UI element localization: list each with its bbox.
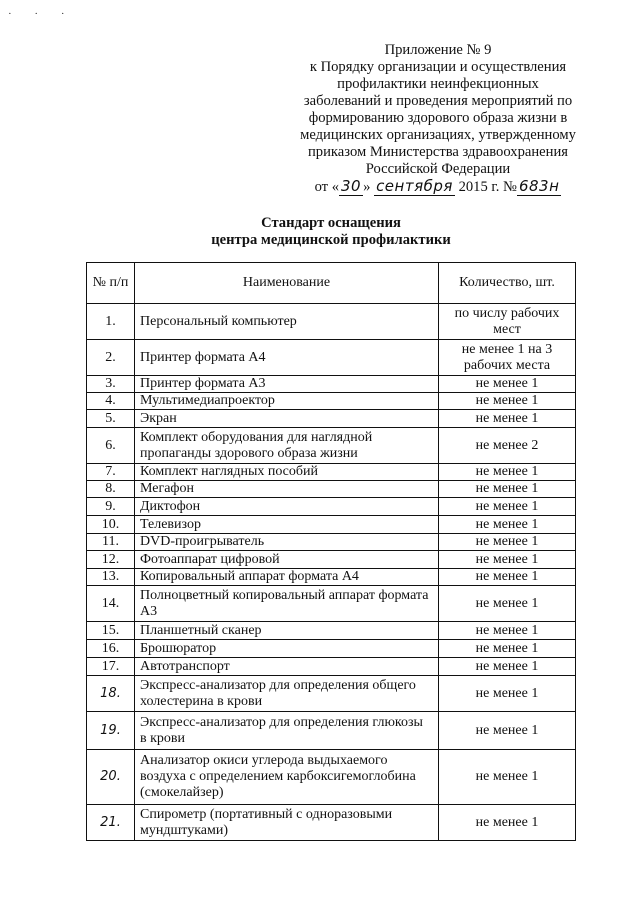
title-line: центра медицинской профилактики bbox=[211, 232, 451, 248]
row-number: 10. bbox=[87, 516, 135, 534]
title-line: Стандарт оснащения bbox=[261, 215, 401, 231]
table-row bbox=[87, 516, 576, 534]
row-number: 21. bbox=[87, 805, 135, 841]
item-quantity: по числу рабочих мест bbox=[439, 304, 576, 340]
item-quantity: не менее 1 bbox=[439, 569, 576, 586]
row-number: 12. bbox=[87, 551, 135, 569]
item-quantity: не менее 1 bbox=[439, 712, 576, 750]
table-row bbox=[87, 622, 576, 640]
item-name: Брошюратор bbox=[135, 640, 439, 658]
item-name: Телевизор bbox=[135, 516, 439, 534]
item-name: Комплект наглядных пособий bbox=[135, 464, 439, 481]
table-row bbox=[87, 551, 576, 569]
header-line: Приложение № 9 bbox=[384, 42, 492, 58]
row-number: 14. bbox=[87, 586, 135, 622]
item-quantity: не менее 1 bbox=[439, 393, 576, 410]
item-quantity: не менее 1 bbox=[439, 622, 576, 640]
header-num: № п/п bbox=[87, 263, 135, 304]
item-quantity: не менее 1 bbox=[439, 676, 576, 712]
item-quantity: не менее 1 bbox=[439, 481, 576, 498]
table-row bbox=[87, 304, 576, 340]
table-row bbox=[87, 569, 576, 586]
row-number: 3. bbox=[87, 376, 135, 393]
appendix-header bbox=[290, 42, 586, 196]
header-line: профилактики неинфекционных bbox=[337, 76, 539, 92]
item-name: Фотоаппарат цифровой bbox=[135, 551, 439, 569]
table-row bbox=[87, 676, 576, 712]
handwritten-month: сентября bbox=[376, 177, 453, 195]
header-line: Российской Федерации bbox=[365, 161, 511, 177]
table-row bbox=[87, 712, 576, 750]
row-number: 16. bbox=[87, 640, 135, 658]
row-number: 11. bbox=[87, 534, 135, 551]
item-name: Мегафон bbox=[135, 481, 439, 498]
table-row bbox=[87, 428, 576, 464]
row-number: 18. bbox=[87, 676, 135, 712]
row-number: 13. bbox=[87, 569, 135, 586]
table-row bbox=[87, 750, 576, 805]
table-row bbox=[87, 410, 576, 428]
row-number: 1. bbox=[87, 304, 135, 340]
table-row bbox=[87, 805, 576, 841]
scan-specks: · · · bbox=[8, 8, 75, 20]
item-quantity: не менее 1 bbox=[439, 376, 576, 393]
equipment-table bbox=[86, 262, 576, 841]
table-row bbox=[87, 481, 576, 498]
row-number: 15. bbox=[87, 622, 135, 640]
table-row bbox=[87, 534, 576, 551]
row-number: 6. bbox=[87, 428, 135, 464]
item-quantity: не менее 1 bbox=[439, 551, 576, 569]
table-row bbox=[87, 640, 576, 658]
item-name: Принтер формата А3 bbox=[135, 376, 439, 393]
table-row bbox=[87, 658, 576, 676]
header-line: формированию здорового образа жизни в bbox=[308, 110, 568, 126]
item-quantity: не менее 1 bbox=[439, 750, 576, 805]
row-number: 2. bbox=[87, 340, 135, 376]
item-quantity: не менее 1 bbox=[439, 410, 576, 428]
date-year: 2015 г. № bbox=[458, 179, 517, 195]
item-name: Планшетный сканер bbox=[135, 622, 439, 640]
row-number: 4. bbox=[87, 393, 135, 410]
item-quantity: не менее 1 bbox=[439, 805, 576, 841]
item-quantity: не менее 1 bbox=[439, 516, 576, 534]
item-name: Экспресс-анализатор для определения общего холестерина в крови bbox=[135, 676, 439, 712]
header-qty: Количество, шт. bbox=[439, 263, 576, 304]
item-name: Диктофон bbox=[135, 498, 439, 516]
item-name: Мультимедиапроектор bbox=[135, 393, 439, 410]
item-quantity: не менее 2 bbox=[439, 428, 576, 464]
item-name: Копировальный аппарат формата А4 bbox=[135, 569, 439, 586]
header-line: медицинских организациях, утвержденному bbox=[300, 127, 576, 143]
table-row bbox=[87, 393, 576, 410]
row-number: 7. bbox=[87, 464, 135, 481]
item-quantity: не менее 1 bbox=[439, 586, 576, 622]
item-name: Принтер формата А4 bbox=[135, 340, 439, 376]
table-header-row bbox=[87, 263, 576, 304]
order-date-line bbox=[290, 178, 586, 196]
item-quantity: не менее 1 bbox=[439, 498, 576, 516]
header-line: к Порядку организации и осуществления bbox=[309, 59, 567, 75]
table-row bbox=[87, 464, 576, 481]
handwritten-order-number: 683н bbox=[518, 177, 560, 195]
item-quantity: не менее 1 bbox=[439, 640, 576, 658]
row-number: 17. bbox=[87, 658, 135, 676]
item-quantity: не менее 1 bbox=[439, 534, 576, 551]
item-name: Комплект оборудования для наглядной пропаганды здорового образа жизни bbox=[135, 428, 439, 464]
row-number: 5. bbox=[87, 410, 135, 428]
table-body bbox=[87, 304, 576, 841]
item-name: Экспресс-анализатор для определения глюкозы в крови bbox=[135, 712, 439, 750]
row-number: 9. bbox=[87, 498, 135, 516]
item-name: Анализатор окиси углерода выдыхаемого воздуха с определением карбоксигемоглобина (смокелайзер) bbox=[135, 750, 439, 805]
header-name: Наименование bbox=[135, 263, 439, 304]
item-name: Экран bbox=[135, 410, 439, 428]
date-mid: » bbox=[363, 179, 371, 195]
header-line: приказом Министерства здравоохранения bbox=[308, 144, 568, 160]
item-name: Полноцветный копировальный аппарат формата А3 bbox=[135, 586, 439, 622]
table-row bbox=[87, 376, 576, 393]
header-line: заболеваний и проведения мероприятий по bbox=[303, 93, 573, 109]
handwritten-day: 30 bbox=[341, 177, 362, 195]
item-quantity: не менее 1 bbox=[439, 658, 576, 676]
item-name: Автотранспорт bbox=[135, 658, 439, 676]
date-prefix: от « bbox=[314, 179, 340, 195]
table-row bbox=[87, 340, 576, 376]
item-name: DVD-проигрыватель bbox=[135, 534, 439, 551]
table-row bbox=[87, 498, 576, 516]
table-row bbox=[87, 586, 576, 622]
document-title bbox=[86, 215, 576, 249]
item-quantity: не менее 1 на 3 рабочих места bbox=[439, 340, 576, 376]
row-number: 19. bbox=[87, 712, 135, 750]
row-number: 20. bbox=[87, 750, 135, 805]
item-name: Персональный компьютер bbox=[135, 304, 439, 340]
item-quantity: не менее 1 bbox=[439, 464, 576, 481]
item-name: Спирометр (портативный с одноразовыми мундштуками) bbox=[135, 805, 439, 841]
row-number: 8. bbox=[87, 481, 135, 498]
